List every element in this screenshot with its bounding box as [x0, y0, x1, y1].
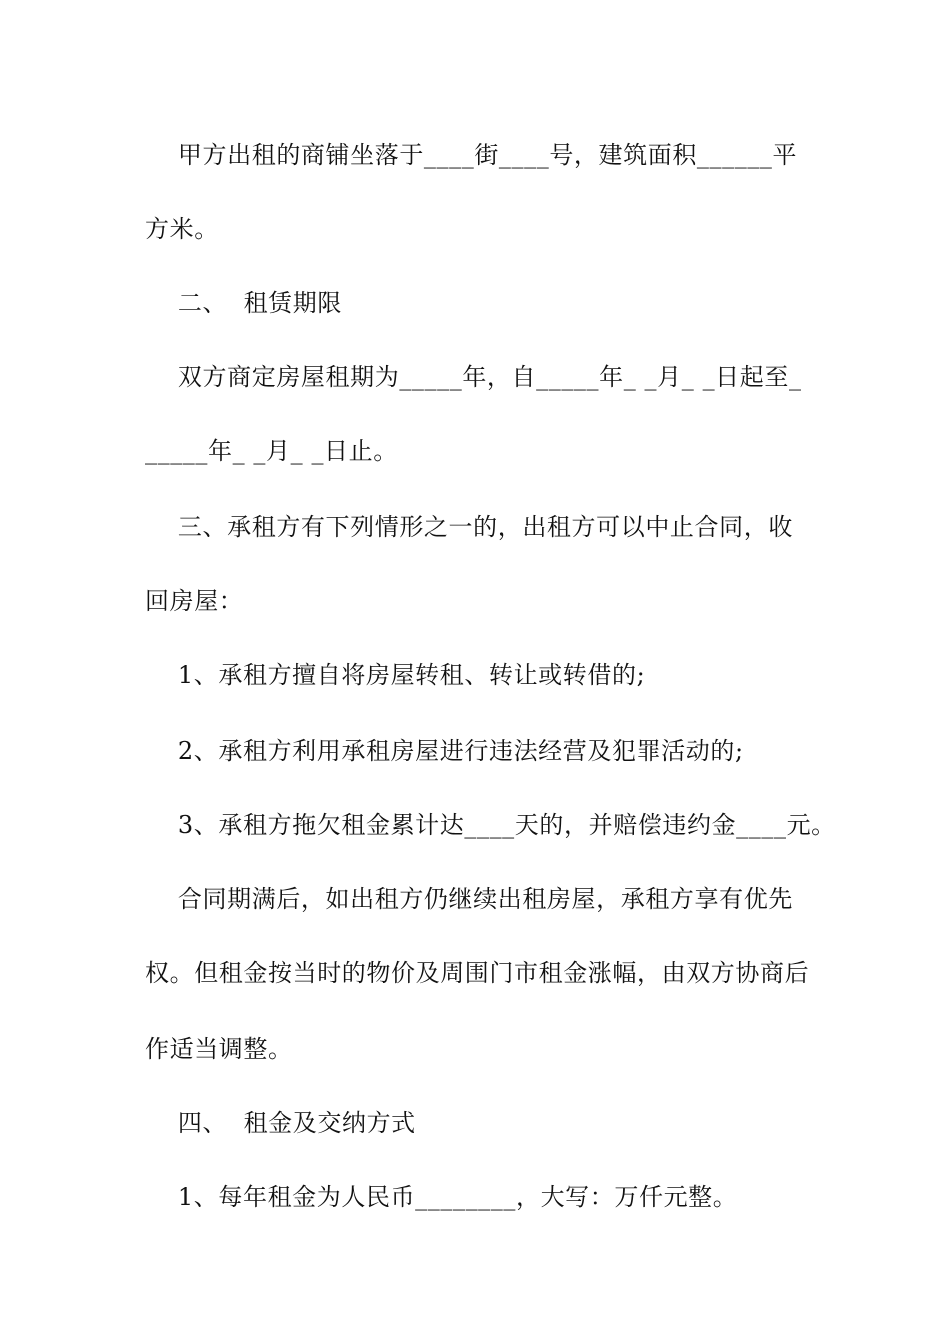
paragraph-lease-term: 双方商定房屋租期为_____年，自_____年_ _月_ _日起至_ [145, 363, 802, 391]
section-heading-lease-term: 二、 租赁期限 [145, 289, 342, 317]
paragraph-premises-location: 甲方出租的商铺坐落于____街____号，建筑面积______平 [145, 141, 798, 169]
paragraph-premises-location-cont: 方米。 [145, 215, 219, 243]
paragraph-renewal-cont-1: 权。但租金按当时的物价及周围门市租金涨幅，由双方协商后 [145, 959, 810, 987]
list-item-arrears: 3、承租方拖欠租金累计达____天的，并赔偿违约金____元。 [145, 811, 836, 839]
paragraph-renewal-cont-2: 作适当调整。 [145, 1035, 293, 1063]
section-heading-rent-payment: 四、 租金及交纳方式 [145, 1109, 416, 1137]
list-item-sublease: 1、承租方擅自将房屋转租、转让或转借的; [145, 661, 646, 689]
list-item-illegal-use: 2、承租方利用承租房屋进行违法经营及犯罪活动的; [145, 737, 744, 765]
paragraph-renewal: 合同期满后，如出租方仍继续出租房屋，承租方享有优先 [145, 885, 793, 913]
section-heading-termination-cont: 回房屋： [145, 587, 244, 615]
paragraph-lease-term-cont: _____年_ _月_ _日止。 [145, 437, 398, 465]
section-heading-termination: 三、承租方有下列情形之一的，出租方可以中止合同，收 [145, 513, 793, 541]
list-item-annual-rent: 1、每年租金为人民币________，大写：万仟元整。 [145, 1183, 738, 1211]
